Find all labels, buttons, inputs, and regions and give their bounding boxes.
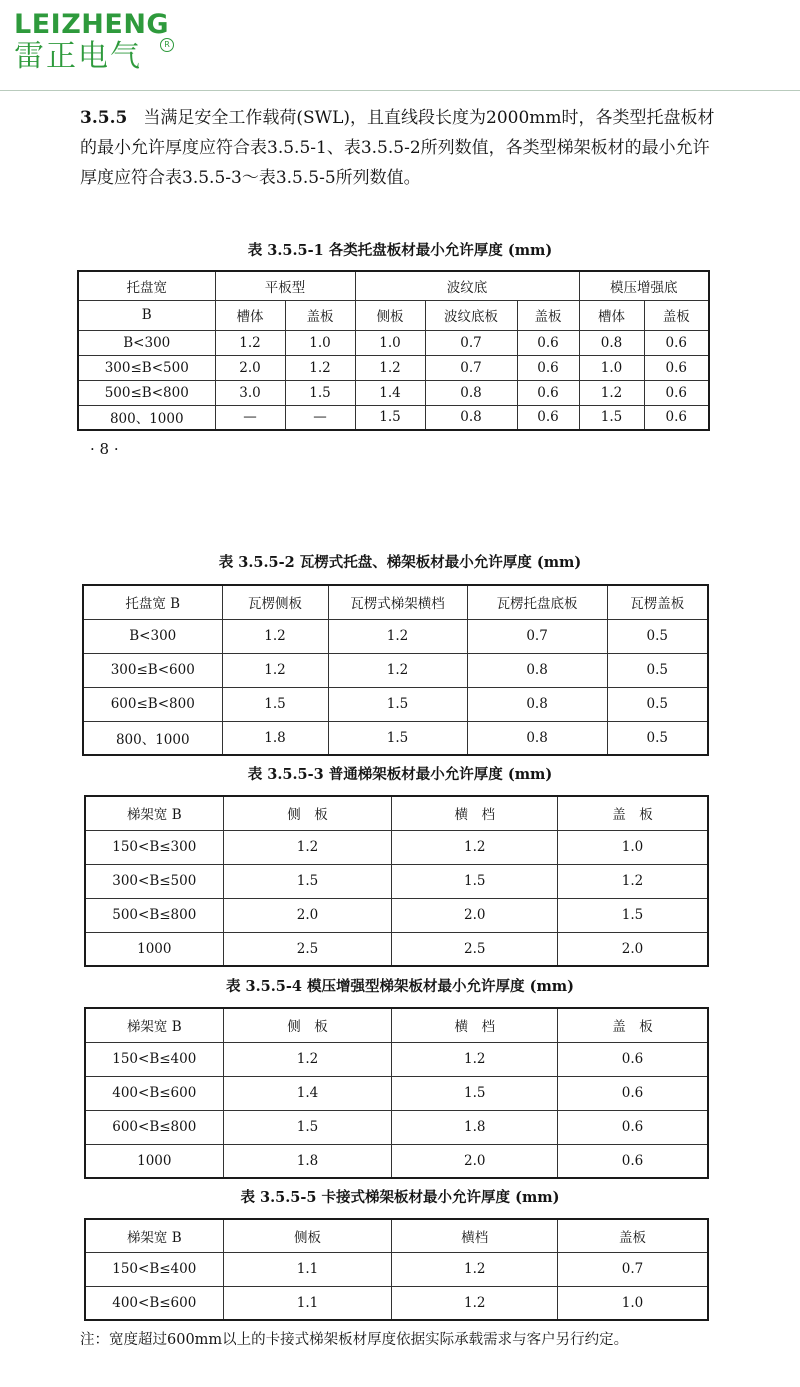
table-3-5-5-4 [84,1007,709,1179]
table-cell: 1.4 [355,380,425,405]
table-cell: 0.6 [644,380,709,405]
table-cell: 0.8 [579,330,644,355]
table-cell: — [215,405,285,430]
table-cell: 800、1000 [78,405,215,430]
header-cell: 瓦楞盖板 [607,585,708,619]
table-cell: 0.8 [467,721,607,755]
header-cell: 模压增强底 [579,271,709,300]
table-cell: 0.7 [558,1252,708,1286]
table-cell: 500≤B<800 [78,380,215,405]
table-header-row [85,1219,708,1252]
header-cell: 侧板 [223,1219,392,1252]
table-cell: 2.5 [223,932,392,966]
table-cell: 1.2 [223,830,392,864]
table-cell: 1.2 [392,1252,558,1286]
table-cell: 1.5 [285,380,355,405]
header-cell: 盖 板 [558,1008,708,1042]
table-cell: 1.2 [328,653,467,687]
table-cell: 1.2 [392,830,558,864]
table-row [85,1252,708,1286]
table-cell: 1.2 [222,619,328,653]
header-cell: 瓦楞托盘底板 [467,585,607,619]
table-cell: 1.5 [558,898,708,932]
table-cell: 0.6 [517,380,579,405]
table-cell: B<300 [78,330,215,355]
table-row [83,619,708,653]
table-cell: 800、1000 [83,721,222,755]
table-row [85,1144,708,1178]
table-row [83,653,708,687]
table-cell: 1.5 [222,687,328,721]
table-cell: 1.2 [222,653,328,687]
table-cell: 0.7 [425,355,517,380]
header-cell: 盖 板 [558,796,708,830]
table-cell: 2.5 [392,932,558,966]
table-cell: 1.2 [355,355,425,380]
table-cell: 0.6 [517,355,579,380]
header-cell: 横 档 [392,1008,558,1042]
table-3-5-5-3 [84,795,709,967]
table1-caption: 表 3.5.5-1 各类托盘板材最小允许厚度 (mm) [247,242,553,259]
table-cell: 0.8 [467,653,607,687]
intro-paragraph [80,103,720,193]
header-cell: 瓦楞式梯架横档 [328,585,467,619]
intro-text: 当满足安全工作载荷(SWL)，且直线段长度为2000mm时，各类型托盘板材的最小允许厚度应符合表3.5.5-1、表3.5.5-2所列数值，各类型梯架板材的最小允许厚度应符合表3.5.5-3～表3.5.5-5所列数值。 [80,108,715,188]
table-cell: 1000 [85,932,223,966]
table-cell: 0.7 [425,330,517,355]
table-header-row [83,585,708,619]
table-cell: 3.0 [215,380,285,405]
table-cell: 0.5 [607,721,708,755]
table-row [85,1076,708,1110]
table-cell: 300≤B<500 [78,355,215,380]
table-cell: 0.6 [558,1110,708,1144]
table-row [85,864,708,898]
header-cell: 盖板 [558,1219,708,1252]
table-cell: 1.0 [579,355,644,380]
table-cell: 1000 [85,1144,223,1178]
table-cell: 1.2 [215,330,285,355]
table-cell: 2.0 [215,355,285,380]
table-3-5-5-2 [82,584,709,756]
table-header-row [85,796,708,830]
table-cell: 1.5 [328,721,467,755]
table-cell: 0.6 [644,355,709,380]
table-cell: 1.1 [223,1286,392,1320]
table-cell: 400<B≤600 [85,1286,223,1320]
table-cell: 0.8 [425,380,517,405]
header-cell: B [78,300,215,330]
table-header-row [78,271,709,300]
header-cell: 槽体 [579,300,644,330]
table-cell: 0.8 [467,687,607,721]
table-row [78,355,709,380]
header-cell: 托盘宽 B [83,585,222,619]
section-number: 3.5.5 [80,108,128,128]
table-cell: 1.2 [285,355,355,380]
logo-english-text: LEIZHENG [14,9,170,40]
table-row [85,1110,708,1144]
table-cell: 1.2 [579,380,644,405]
table-cell: 0.5 [607,653,708,687]
page-number: · 8 · [90,440,119,458]
table-row [78,405,709,430]
table-cell: 0.6 [558,1144,708,1178]
table-cell: 150<B≤400 [85,1042,223,1076]
table-cell: 0.6 [644,330,709,355]
header-cell: 侧板 [355,300,425,330]
table-cell: 1.0 [285,330,355,355]
footnote: 注：宽度超过600mm以上的卡接式梯架板材厚度依据实际承载需求与客户另行约定。 [80,1332,629,1348]
table-cell: 1.0 [558,830,708,864]
table-row [85,932,708,966]
header-divider [0,90,800,91]
table-cell: B<300 [83,619,222,653]
table-cell: 0.6 [558,1042,708,1076]
table-cell: 2.0 [392,1144,558,1178]
table-row [78,330,709,355]
table-cell: 300≤B<600 [83,653,222,687]
table-cell: 1.5 [355,405,425,430]
header-cell: 侧 板 [223,1008,392,1042]
header-cell: 侧 板 [223,796,392,830]
table-cell: 0.6 [517,330,579,355]
table-3-5-5-5 [84,1218,709,1321]
header-cell: 盖板 [644,300,709,330]
header-cell: 梯架宽 B [85,1008,223,1042]
table-cell: 0.5 [607,687,708,721]
header-cell: 横 档 [392,796,558,830]
table-row [85,830,708,864]
header-cell: 槽体 [215,300,285,330]
header-cell: 托盘宽 [78,271,215,300]
table-cell: 2.0 [223,898,392,932]
table-cell: 300<B≤500 [85,864,223,898]
table3-caption: 表 3.5.5-3 普通梯架板材最小允许厚度 (mm) [247,766,553,783]
table-cell: 0.7 [467,619,607,653]
table-cell: 600≤B<800 [83,687,222,721]
table-row [85,1042,708,1076]
table-cell: 1.2 [392,1042,558,1076]
table-row [85,898,708,932]
table-3-5-5-1 [77,270,710,431]
table-cell: 1.0 [558,1286,708,1320]
table-cell: 1.5 [223,1110,392,1144]
table-cell: 1.2 [328,619,467,653]
company-logo [14,10,169,74]
table-cell: 1.8 [222,721,328,755]
logo-chinese-text: 雷正电气 [14,39,142,74]
header-cell: 盖板 [517,300,579,330]
table-row [78,380,709,405]
table-cell: 1.0 [355,330,425,355]
table5-caption: 表 3.5.5-5 卡接式梯架板材最小允许厚度 (mm) [240,1189,560,1206]
table-cell: — [285,405,355,430]
registered-mark-icon: R [160,38,174,52]
header-cell: 梯架宽 B [85,1219,223,1252]
table-cell: 1.2 [223,1042,392,1076]
table-cell: 150<B≤400 [85,1252,223,1286]
table-cell: 1.8 [223,1144,392,1178]
table-header-row [78,300,709,330]
table-cell: 1.2 [558,864,708,898]
header-cell: 横档 [392,1219,558,1252]
table-row [85,1286,708,1320]
table-cell: 1.1 [223,1252,392,1286]
table-cell: 2.0 [558,932,708,966]
table-cell: 1.8 [392,1110,558,1144]
table-cell: 1.5 [392,1076,558,1110]
table-cell: 600<B≤800 [85,1110,223,1144]
table-cell: 0.6 [517,405,579,430]
table-cell: 1.2 [392,1286,558,1320]
table-cell: 400<B≤600 [85,1076,223,1110]
table-cell: 0.5 [607,619,708,653]
table4-caption: 表 3.5.5-4 模压增强型梯架板材最小允许厚度 (mm) [225,978,575,995]
table-cell: 2.0 [392,898,558,932]
header-cell: 瓦楞侧板 [222,585,328,619]
table-cell: 500<B≤800 [85,898,223,932]
header-cell: 波纹底 [355,271,579,300]
table-row [83,721,708,755]
table-cell: 0.6 [644,405,709,430]
header-cell: 波纹底板 [425,300,517,330]
table-header-row [85,1008,708,1042]
table2-caption: 表 3.5.5-2 瓦楞式托盘、梯架板材最小允许厚度 (mm) [218,554,582,571]
header-cell: 梯架宽 B [85,796,223,830]
table-cell: 1.5 [579,405,644,430]
table-cell: 1.5 [223,864,392,898]
table-row [83,687,708,721]
table-cell: 150<B≤300 [85,830,223,864]
table-cell: 0.8 [425,405,517,430]
header-cell: 盖板 [285,300,355,330]
table-cell: 1.5 [328,687,467,721]
header-cell: 平板型 [215,271,355,300]
table-cell: 0.6 [558,1076,708,1110]
table-cell: 1.4 [223,1076,392,1110]
table-cell: 1.5 [392,864,558,898]
